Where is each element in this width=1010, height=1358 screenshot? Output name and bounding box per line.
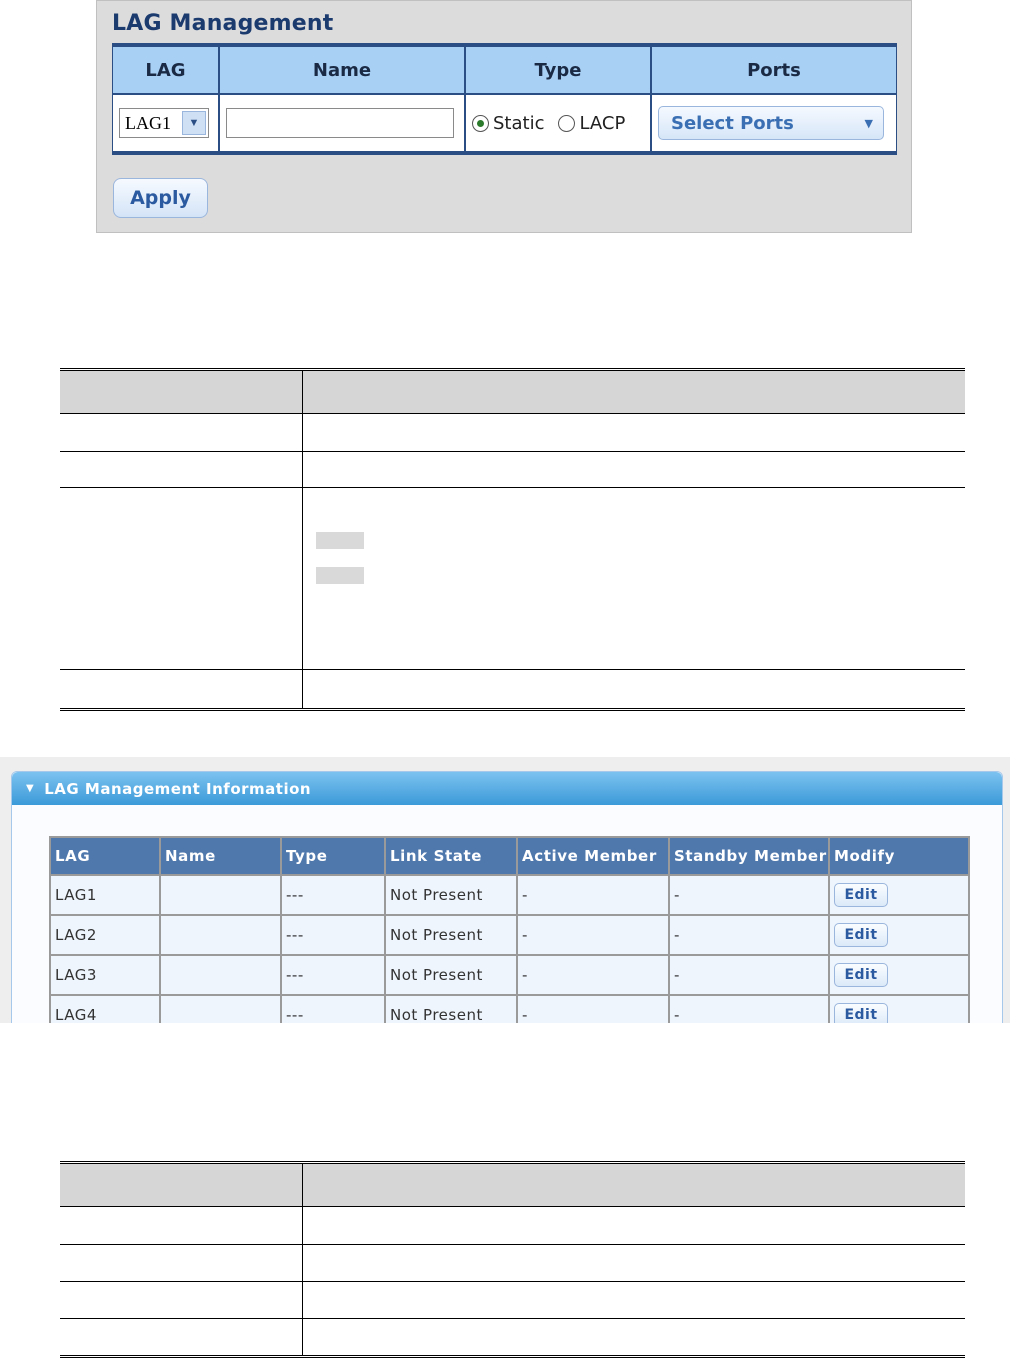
lag-info-panel [0,757,1010,1023]
header-name: Name [219,47,465,94]
desc-table-header-description [303,1163,966,1207]
edit-button[interactable]: Edit [834,923,888,947]
desc-table-header-object [60,370,303,414]
highlight-bar [316,532,364,549]
table-row: LAG4 --- Not Present - - Edit [50,995,969,1023]
name-input[interactable] [226,108,454,138]
header-lag: LAG [113,47,219,94]
desc-table-header-description [303,370,966,414]
header-ports: Ports [651,47,896,94]
table-row: LAG2 --- Not Present - - Edit [50,915,969,955]
highlight-bar [316,567,364,584]
table-row: LAG3 --- Not Present - - Edit [50,955,969,995]
desc-table-header-object [60,1163,303,1207]
description-table-2 [60,1161,965,1358]
lag-management-table [112,43,897,155]
col-modify: Modify [829,837,969,875]
edit-button[interactable]: Edit [834,963,888,987]
lag-info-title: LAG Management Information [44,779,312,798]
edit-button[interactable]: Edit [834,1003,888,1023]
table-row: LAG1 --- Not Present - - Edit [50,875,969,915]
col-name: Name [160,837,281,875]
col-standby-member: Standby Member [669,837,829,875]
col-lag: LAG [50,837,160,875]
lag-info-table [49,836,970,1023]
col-link-state: Link State [385,837,517,875]
type-radio-group [472,113,644,134]
chevron-down-icon[interactable]: ▼ [182,111,206,135]
type-static-radio[interactable] [472,115,489,132]
type-static-label: Static [493,112,545,134]
lag-select-value: LAG1 [125,112,171,133]
lag-info-header[interactable] [12,772,1002,805]
description-table-1 [60,368,965,711]
header-type: Type [465,47,651,94]
lag-management-panel [96,0,912,233]
type-lacp-radio[interactable] [558,115,575,132]
apply-button[interactable]: Apply [113,178,208,218]
caret-down-icon: ▼ [864,116,873,130]
col-active-member: Active Member [517,837,669,875]
type-lacp-label: LACP [579,112,626,134]
select-ports-button[interactable] [658,106,884,140]
lag-select[interactable] [119,108,209,138]
edit-button[interactable]: Edit [834,883,888,907]
lag-management-title: LAG Management [112,11,334,36]
select-ports-label: Select Ports [671,112,794,134]
collapse-triangle-icon[interactable]: ▼ [26,783,35,794]
col-type: Type [281,837,385,875]
